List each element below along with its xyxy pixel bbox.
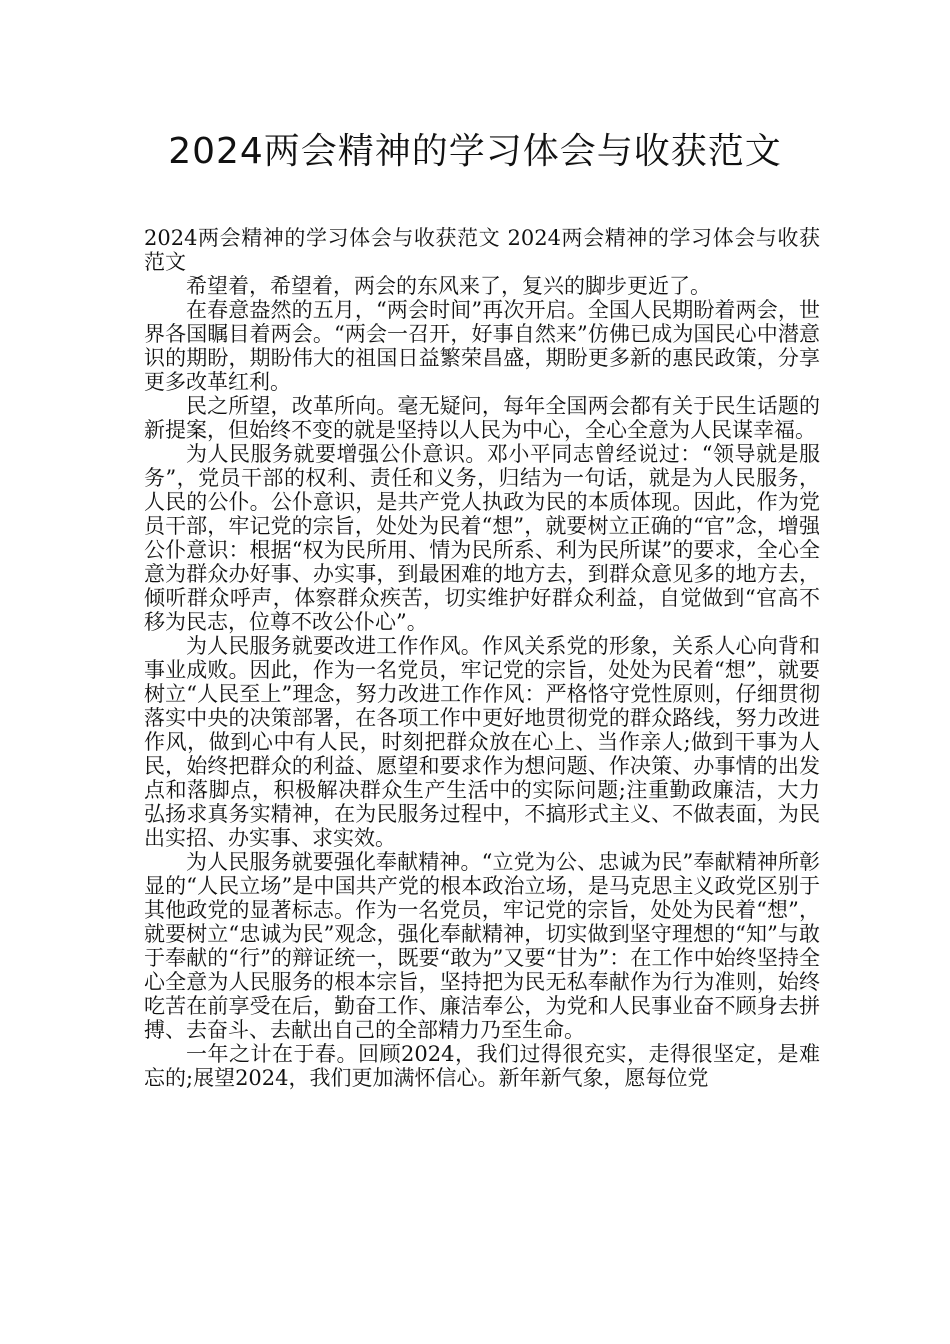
paragraph-dedication: 为人民服务就要强化奉献精神。“立党为公、忠诚为民”奉献精神所彰显的“人民立场”是中国共产党的根本政治立场，是马克思主义政党区别于其他政党的显著标志。作为一名党员，牢记党的宗旨，处处为民着“想”，就要树立“忠诚为民”观念，强化奉献精神，切实做到坚守理想的“知”与敢于奉献的“行”的辩证统一，既要“敢为”又要“甘为”：在工作中始终坚持全心全意为人民服务的根本宗旨，坚持把为民无私奉献作为行为准则，始终吃苦在前享受在后，勤奋工作、廉洁奉公，为党和人民事业奋不顾身去拼搏、去奋斗、去献出自己的全部精力乃至生命。 <box>144 850 820 1042</box>
paragraph-heading-repeat: 2024两会精神的学习体会与收获范文 2024两会精神的学习体会与收获范文 <box>144 226 820 274</box>
paragraph-people-hope: 民之所望，改革所向。毫无疑问，每年全国两会都有关于民生话题的新提案，但始终不变的就是坚持以人民为中心，全心全意为人民谋幸福。 <box>144 394 820 442</box>
document-title: 2024两会精神的学习体会与收获范文 <box>168 131 782 172</box>
document-body <box>144 226 820 1090</box>
paragraph-new-year: 一年之计在于春。回顾2024，我们过得很充实，走得很坚定，是难忘的;展望2024，我们更加满怀信心。新年新气象，愿每位党 <box>144 1042 820 1090</box>
paragraph-work-style: 为人民服务就要改进工作作风。作风关系党的形象，关系人心向背和事业成败。因此，作为一名党员，牢记党的宗旨，处处为民着“想”，就要树立“人民至上”理念，努力改进工作作风：严格恪守党性原则，仔细贯彻落实中央的决策部署，在各项工作中更好地贯彻党的群众路线，努力改进作风，做到心中有人民，时刻把群众放在心上、当作亲人;做到干事为人民，始终把群众的利益、愿望和要求作为想问题、作决策、办事情的出发点和落脚点，积极解决群众生产生活中的实际问题;注重勤政廉洁，大力弘扬求真务实精神，在为民服务过程中，不搞形式主义、不做表面，为民出实招、办实事、求实效。 <box>144 634 820 850</box>
paragraph-two-sessions: 在春意盎然的五月，“两会时间”再次开启。全国人民期盼着两会，世界各国瞩目着两会。“两会一召开，好事自然来”仿佛已成为国民心中潜意识的期盼，期盼伟大的祖国日益繁荣昌盛，期盼更多新的惠民政策，分享更多改革红利。 <box>144 298 820 394</box>
paragraph-public-servant: 为人民服务就要增强公仆意识。邓小平同志曾经说过：“领导就是服务”，党员干部的权利、责任和义务，归结为一句话，就是为人民服务，人民的公仆。公仆意识，是共产党人执政为民的本质体现。因此，作为党员干部，牢记党的宗旨，处处为民着“想”，就要树立正确的“官”念，增强公仆意识：根据“权为民所用、情为民所系、利为民所谋”的要求，全心全意为群众办好事、办实事，到最困难的地方去，到群众意见多的地方去，倾听群众呼声，体察群众疾苦，切实维护好群众利益，自觉做到“官高不移为民志，位尊不改公仆心”。 <box>144 442 820 634</box>
paragraph-intro: 希望着，希望着，两会的东风来了，复兴的脚步更近了。 <box>186 274 711 298</box>
